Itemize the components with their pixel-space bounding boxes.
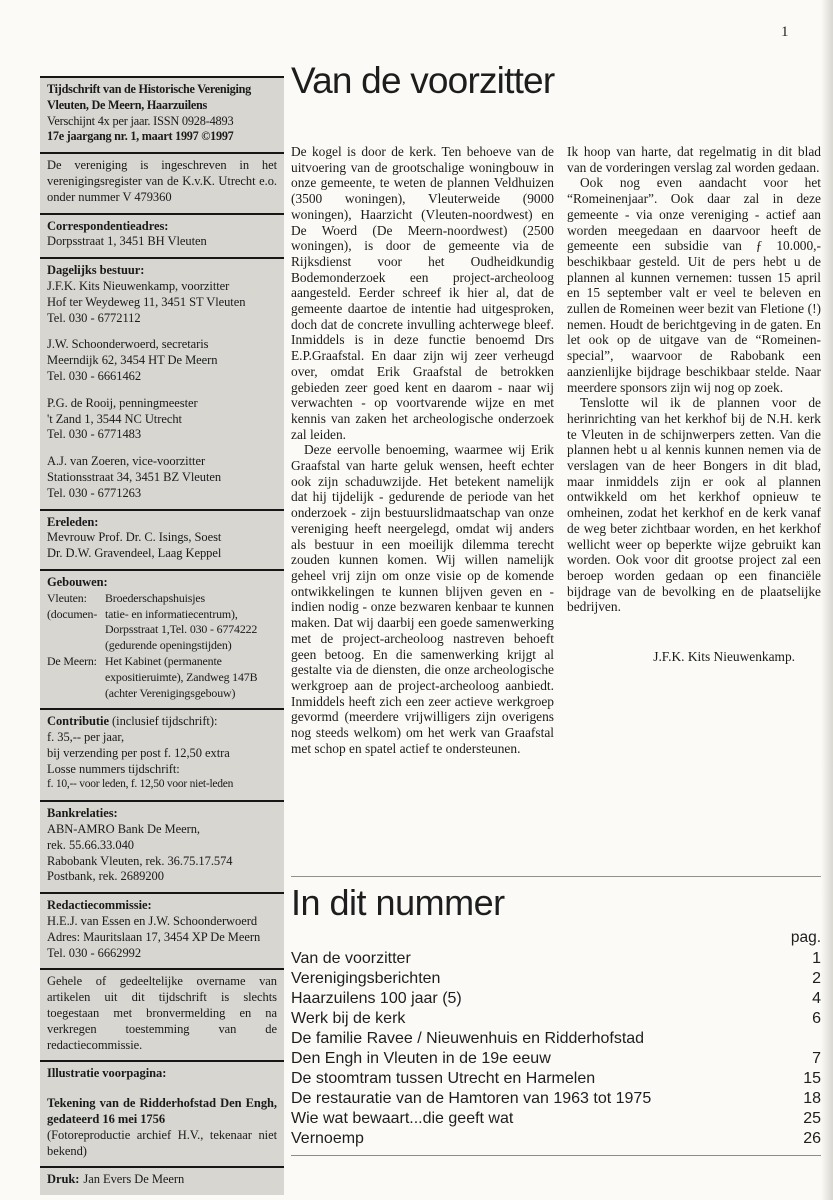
article-column-2 [567,144,821,756]
toc-item-page: 4 [812,990,821,1007]
toc-item [291,989,821,1009]
building-row [47,670,277,686]
toc-top-rule [291,876,821,877]
article-paragraph: Deze eervolle benoeming, waarmee wij Erik Graafstal van harte geluk wensen, heeft echter ook zijn schaduwzijde. Het betekent namelijk dat hij tijdelijk - gedurende de periode van het onderzoek - zijn bestuurslidmaatschap van onze vereniging heeft neergelegd, omdat wij anders als bestuur in een moeilijk dilemma terecht zouden kunnen komen. Wij willen namelijk geheel vrij zijn om onze visie op de komende ontwikkelingen te kunnen blijven geven en - indien nodig - onze bezwaren kenbaar te kunnen maken. Dat wij daarbij een goede samenwerking met de project-archeoloog nastreven behoeft geen betoog. En die samenwerking krijgt al gestalte via de diensten, die onze archeologische werkgroep aan de project-archeoloog aanbiedt. Inmiddels heeft zich een zeer actieve werkgroep gevormd (meerdere vrijwilligers zijn overigens nog steeds welkom) om het werk van Graafstal met schop en spatel actief te ondersteunen. [291,442,554,756]
toc-item [291,1009,821,1029]
register-note: De vereniging is ingeschreven in het verenigingsregister van de K.v.K. Utrecht e.o. onder nummer V 479360 [47,158,277,204]
buildings-section [40,569,284,708]
journal-title-line2: Vleuten, De Meern, Haarzuilens [47,97,208,112]
toc-title: In dit nummer [291,882,505,923]
editorial-line: Tel. 030 - 6662992 [47,945,142,960]
toc-item-label: De familie Ravee / Nieuwenhuis en Ridderhofstad [291,1030,645,1047]
toc-item-page: 1 [812,950,821,967]
page-number: 1 [781,24,789,40]
board-section [40,257,284,508]
toc-item-page: 15 [803,1070,821,1087]
contribution-line: f. 10,-- voor leden, f. 12,50 voor niet-leden [47,778,234,791]
building-row [47,622,277,638]
article-body [291,144,821,756]
edition-line: 17e jaargang nr. 1, maart 1997 ©1997 [47,129,234,144]
toc-item-page: 18 [803,1090,821,1107]
toc-item-label: Wie wat bewaart...die geeft wat [291,1110,514,1127]
building-value: tatie- en informatiecentrum), [105,606,238,621]
toc-item [291,1129,821,1149]
article-signature: J.F.K. Kits Nieuwenkamp. [653,649,795,665]
building-label [47,638,105,654]
building-value: Broederschapshuisjes [105,590,206,605]
toc-item-label: Vernoemp [291,1130,364,1147]
honorary-section [40,509,284,569]
editorial-line: Adres: Mauritslaan 17, 3454 XP De Meern [47,929,261,944]
member-line: Tel. 030 - 6771263 [47,485,142,500]
contribution-section [40,708,284,800]
copyright-section [40,968,284,1060]
bank-section [40,800,284,892]
building-value: (gedurende openingstijden) [105,638,232,653]
member-line: 't Zand 1, 3544 NC Utrecht [47,411,182,426]
editorial-section [40,892,284,968]
bank-line: Postbank, rek. 2689200 [47,869,164,884]
article-column-1 [291,144,554,756]
issn-line: Verschijnt 4x per jaar. ISSN 0928-4893 [47,113,234,128]
toc-item [291,1069,821,1089]
article-paragraph: Ook nog even aandacht voor het “Romeinenjaar”. Ook daar zal in deze gemeente - via onze vereniging - actief aan worden meegedaan en daarvoor heeft de gemeente een subsidie van ƒ 10.000,- beschikbaar gesteld. Uit de pers hebt u de plannen al kunnen vernemen: tussen 15 april en 15 september valt er veel te beleven en zullen de Romeinen weer bezit van Fletione (!) nemen. Houdt de berichtgeving in de gaten. En let ook op de uitgave van de “Romeinen-special”, waarvoor de Rabobank een aanzienlijke bijdrage beschikbaar stelde. Naar meerdere sponsors zijn wij nog op zoek. [567,175,821,395]
board-member [47,396,277,443]
cover-heading: Illustratie voorpagina: [47,1066,167,1081]
cover-credit: (Fotoreproductie archief H.V., tekenaar niet bekend) [47,1127,277,1158]
toc-item-page: 25 [803,1110,821,1127]
correspondence-address: Dorpsstraat 1, 3451 BH Vleuten [47,234,207,249]
contribution-line: bij verzending per post f. 12,50 extra [47,745,230,760]
bank-line: rek. 55.66.33.040 [47,837,134,852]
toc-item-label: De stoomtram tussen Utrecht en Harmelen [291,1070,596,1087]
contribution-heading-bold: Contributie [47,714,109,729]
bank-line: ABN-AMRO Bank De Meern, [47,822,200,837]
correspondence-heading: Correspondentieadres: [47,218,169,233]
copyright-note: Gehele of gedeeltelijke overname van artikelen uit dit tijdschrift is slechts toegestaan met bronvermelding en na verkregen toestemming van de redactiecommissie. [47,974,277,1052]
article-paragraph: Ik hoop van harte, dat regelmatig in dit blad van de vorderingen verslag zal worden gedaan. [567,144,821,175]
member-line: J.F.K. Kits Nieuwenkamp, voorzitter [47,278,230,293]
member-line: Meerndijk 62, 3454 HT De Meern [47,353,218,368]
member-line: Tel. 030 - 6661462 [47,368,142,383]
building-row [47,686,277,702]
building-value: Dorpsstraat 1,Tel. 030 - 6774222 [105,622,258,637]
print-section [40,1166,284,1195]
member-line: J.W. Schoonderwoerd, secretaris [47,337,209,352]
building-label: (documen- [47,606,98,621]
building-value: Het Kabinet (permanente [105,653,222,668]
building-value: expositieruimte), Zandweg 147B [105,669,258,684]
register-section [40,152,284,212]
honorary-line: Mevrouw Prof. Dr. C. Isings, Soest [47,530,222,545]
toc-item [291,1109,821,1129]
toc-item [291,1049,821,1069]
toc-section [291,876,821,1156]
toc-item [291,969,821,989]
toc-item [291,1089,821,1109]
editorial-line: H.E.J. van Essen en J.W. Schoonderwoerd [47,914,258,929]
bank-line: Rabobank Vleuten, rek. 36.75.17.574 [47,853,233,868]
contribution-heading [47,714,277,730]
toc-item-page: 7 [812,1050,821,1067]
colophon-sidebar [40,76,284,1195]
print-value: Jan Evers De Meern [83,1172,185,1187]
toc-item-page: 26 [803,1130,821,1147]
scan-edge-shadow [821,0,833,1200]
contribution-heading-rest: (inclusief tijdschrift): [108,714,218,729]
toc-page-label: pag. [790,929,821,946]
member-line: P.G. de Rooij, penningmeester [47,395,198,410]
honorary-line: Dr. D.W. Gravendeel, Laag Keppel [47,546,222,561]
article-title: Van de voorzitter [291,60,555,101]
print-label: Druk: [47,1172,80,1187]
bank-heading: Bankrelaties: [47,806,118,821]
member-line: Tel. 030 - 6771483 [47,427,142,442]
journal-title-line1: Tijdschrift van de Historische Vereniging [47,82,251,96]
building-row [47,638,277,654]
toc-item-label: Den Engh in Vleuten in de 19e eeuw [291,1050,551,1067]
cover-illustration-section [40,1060,284,1166]
toc-item-page: 6 [812,1010,821,1027]
honorary-heading: Ereleden: [47,514,99,529]
board-member [47,337,277,384]
building-label [47,670,105,686]
toc-item-label: Werk bij de kerk [291,1010,406,1027]
board-member [47,454,277,501]
toc-item-page: 2 [812,970,821,987]
building-row [47,591,277,607]
buildings-heading: Gebouwen: [47,574,108,589]
board-heading: Dagelijks bestuur: [47,263,145,278]
masthead-section [40,76,284,152]
building-row [47,654,277,670]
member-line: Tel. 030 - 6772112 [47,310,141,325]
building-label: De Meern: [47,653,97,668]
article-paragraph: De kogel is door de kerk. Ten behoeve van de uitvoering van de grootschalige woningbouw in onze gemeente, te weten de plannen Veldhuizen (3500 woningen), Vleuterweide (9000 woningen), Haarzicht (Vleuten-noordwest) en De Woerd (De Meern-noordwest) (2500 woningen), is door de gemeente via de Rijksdienst voor het Oudheidkundig Bodemonderzoek een project-archeoloog aangesteld. Eerder schreef ik hier al, dat de gemeente daartoe de intentie had uitgesproken, doch dat de concrete invulling achterwege bleef. Inmiddels is in deze functie benoemd Drs E.P.Graafstal. En daar zijn wij zeer verheugd over, omdat Erik Graafstal de betrokken gebieden zeer goed kent en daarom - naar wij verwachten - op voortvarende wijze en met kennis van zaken het archeologische onderzoek zal leiden. [291,144,554,442]
contribution-line: Losse nummers tijdschrift: [47,761,180,776]
building-row [47,607,277,623]
correspondence-section [40,213,284,258]
building-label [47,686,105,702]
toc-item-label: Haarzuilens 100 jaar (5) [291,990,462,1007]
toc-item-label: Van de voorzitter [291,950,411,967]
editorial-heading: Redactiecommissie: [47,898,152,913]
contribution-line: f. 35,-- per jaar, [47,730,125,745]
member-line: Stationsstraat 34, 3451 BZ Vleuten [47,469,222,484]
board-member [47,279,277,326]
cover-title: Tekening van de Ridderhofstad Den Engh, gedateerd 16 mei 1756 [47,1096,277,1127]
toc-item-label: De restauratie van de Hamtoren van 1963 tot 1975 [291,1090,652,1107]
toc-item [291,1029,821,1049]
toc-item-label: Verenigingsberichten [291,970,441,987]
member-line: Hof ter Weydeweg 11, 3451 ST Vleuten [47,294,246,309]
building-label: Vleuten: [47,590,87,605]
article-paragraph: Tenslotte wil ik de plannen voor de herinrichting van het kerkhof bij de N.H. kerk te Vleuten in de schijnwerpers zetten. Van die plannen hebt u al kennis kunnen nemen via de verslagen van de heer Bongers in dit blad, maar inmiddels zijn er ook al plannen ontwikkeld om het kerkhof opnieuw te omheinen, zodat het kerkhof en de kerk vanaf de weg beter zichtbaar worden, en het kerkhof wellicht weer op beperkte wijze gebruikt kan worden. Ook voor dit grootse project zal een beroep worden gedaan op een financiële bijdrage van de bevolking en de plaatselijke bedrijven. [567,395,821,615]
toc-rows [291,949,821,1149]
toc-bottom-rule [291,1155,821,1156]
building-value: (achter Verenigingsgebouw) [105,685,236,700]
toc-item [291,949,821,969]
building-label [47,622,105,638]
member-line: A.J. van Zoeren, vice-voorzitter [47,454,206,469]
